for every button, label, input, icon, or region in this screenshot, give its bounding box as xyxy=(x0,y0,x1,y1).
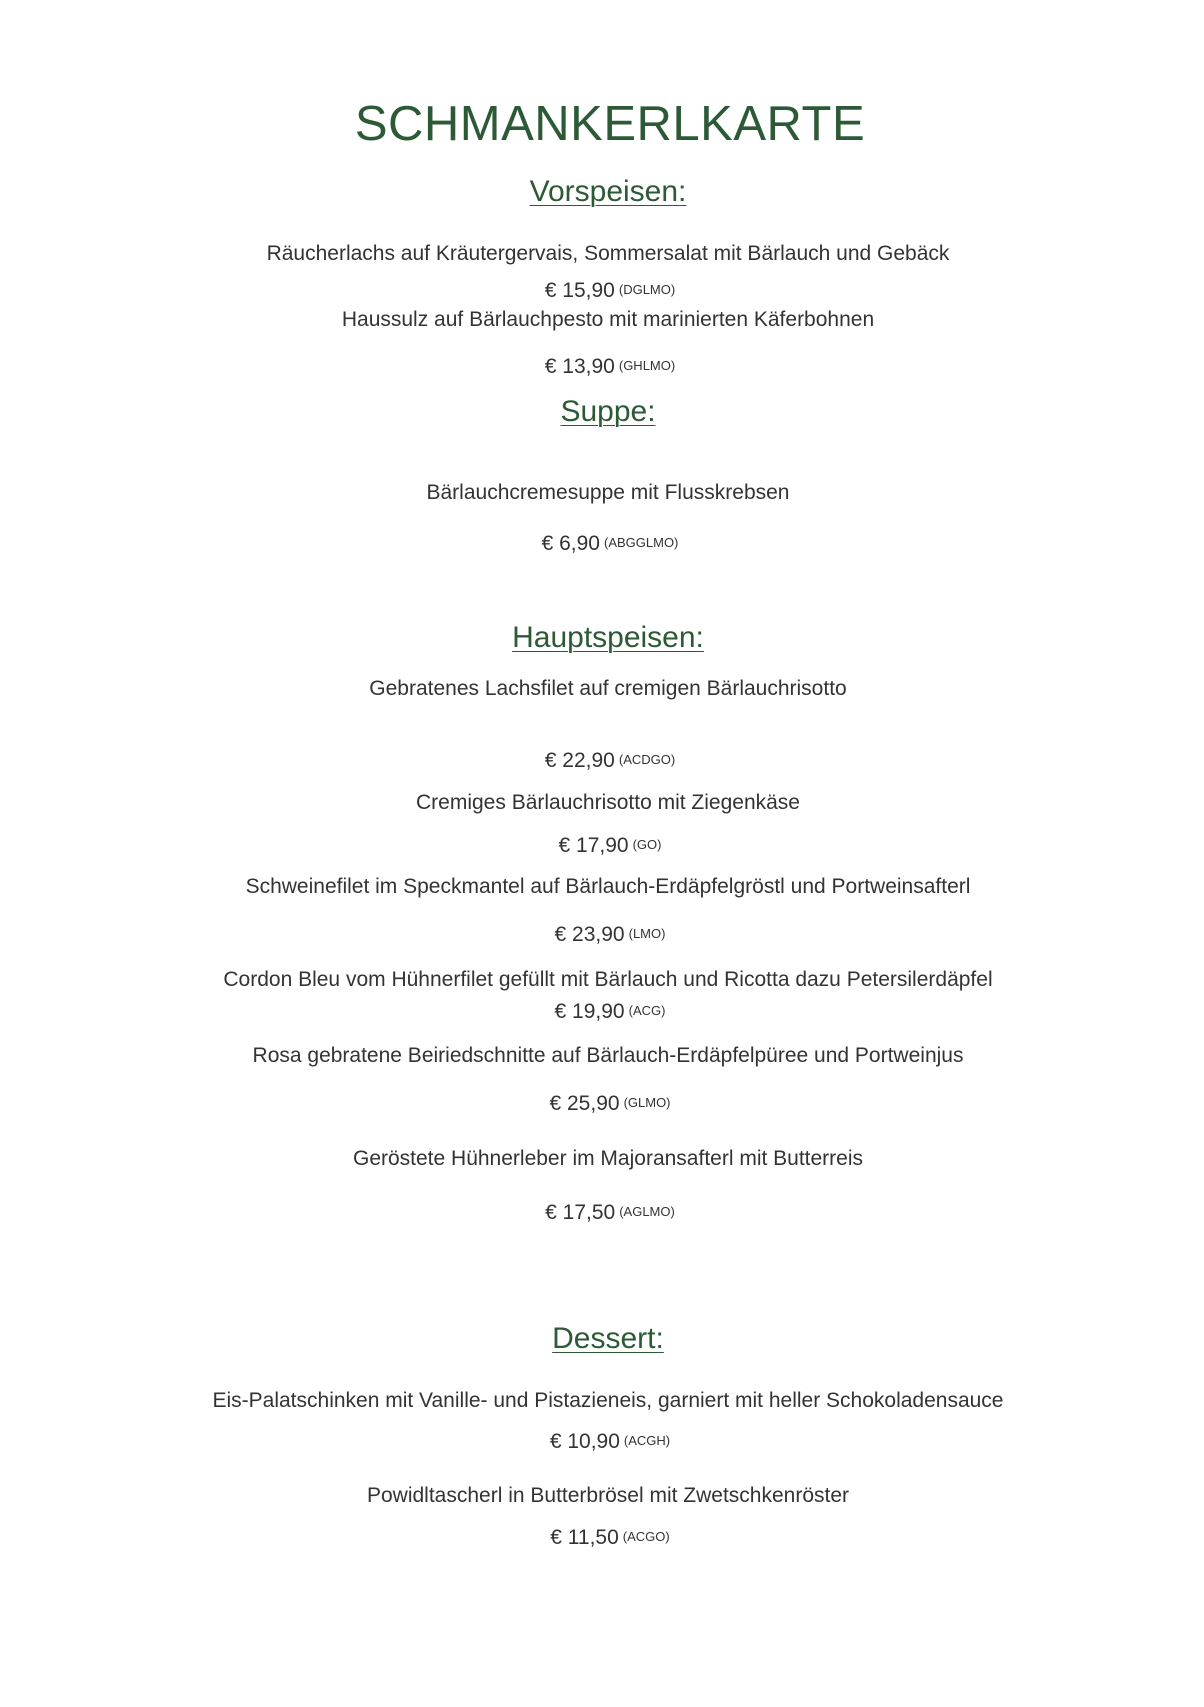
dish-price: € 19,90 xyxy=(554,1000,625,1023)
dish-name: Bärlauchcremesuppe mit Flusskrebsen xyxy=(426,481,790,504)
dish-price-line xyxy=(0,1523,1204,1552)
allergen-codes: (LMO) xyxy=(628,926,666,941)
dish-name: Cordon Bleu vom Hühnerfilet gefüllt mit Bärlauch und Ricotta dazu Petersilerdäpfel xyxy=(223,968,993,991)
dish-name: Cremiges Bärlauchrisotto mit Ziegenkäse xyxy=(416,791,800,814)
dish-price: € 23,90 xyxy=(554,923,625,946)
dish-price: € 13,90 xyxy=(544,355,615,378)
dish-name: Geröstete Hühnerleber im Majoransafterl mit Butterreis xyxy=(352,1147,864,1170)
dish-name: Räucherlachs auf Kräutergervais, Sommersalat mit Bärlauch und Gebäck xyxy=(266,242,950,265)
dish-name: Powidltascherl in Butterbrösel mit Zwetschkenröster xyxy=(366,1484,849,1507)
dish-price-line xyxy=(0,1427,1204,1456)
allergen-codes: (ACG) xyxy=(628,1003,666,1018)
menu-title: SCHMANKERLKARTE xyxy=(354,97,866,151)
dish-price: € 11,50 xyxy=(550,1526,619,1549)
allergen-codes: (AGLMO) xyxy=(619,1204,675,1219)
dish-name: Rosa gebratene Beiriedschnitte auf Bärlauch-Erdäpfelpüree und Portweinjus xyxy=(252,1044,964,1067)
section-heading-starters: Vorspeisen: xyxy=(529,175,687,208)
section-heading-dessert: Dessert: xyxy=(552,1322,664,1355)
dish-price: € 10,90 xyxy=(549,1430,620,1453)
allergen-codes: (ABGGLMO) xyxy=(603,535,679,550)
section-heading-mains: Hauptspeisen: xyxy=(512,621,704,654)
dish-price-line xyxy=(0,831,1204,860)
allergen-codes: (GHLMO) xyxy=(618,358,676,373)
dish-name: Schweinefilet im Speckmantel auf Bärlauch-Erdäpfelgröstl und Portweinsafterl xyxy=(245,875,971,898)
dish-price-line xyxy=(0,746,1204,775)
dish-price-line xyxy=(0,276,1204,305)
allergen-codes: (ACGO) xyxy=(622,1529,670,1544)
dish-price: € 17,90 xyxy=(558,834,629,857)
dish-name: Haussulz auf Bärlauchpesto mit marinierten Käferbohnen xyxy=(341,308,875,331)
dish-price-line xyxy=(0,920,1204,949)
dish-price: € 22,90 xyxy=(544,749,615,772)
dish-price-line xyxy=(0,1089,1204,1118)
dish-price: € 17,50 xyxy=(545,1201,616,1224)
allergen-codes: (ACGH) xyxy=(623,1433,671,1448)
allergen-codes: (DGLMO) xyxy=(618,282,676,297)
dish-price-line xyxy=(0,997,1204,1026)
dish-price-line xyxy=(0,352,1204,381)
dish-price: € 15,90 xyxy=(544,279,615,302)
dish-price-line xyxy=(0,1198,1204,1227)
dish-name: Eis-Palatschinken mit Vanille- und Pistazieneis, garniert mit heller Schokoladensauce xyxy=(212,1389,1004,1412)
dish-price-line xyxy=(0,529,1204,558)
dish-price: € 25,90 xyxy=(549,1092,620,1115)
allergen-codes: (GO) xyxy=(632,837,662,852)
dish-name: Gebratenes Lachsfilet auf cremigen Bärlauchrisotto xyxy=(369,677,847,700)
allergen-codes: (ACDGO) xyxy=(618,752,676,767)
dish-price: € 6,90 xyxy=(541,532,600,555)
section-heading-soup: Suppe: xyxy=(560,395,656,428)
allergen-codes: (GLMO) xyxy=(623,1095,671,1110)
